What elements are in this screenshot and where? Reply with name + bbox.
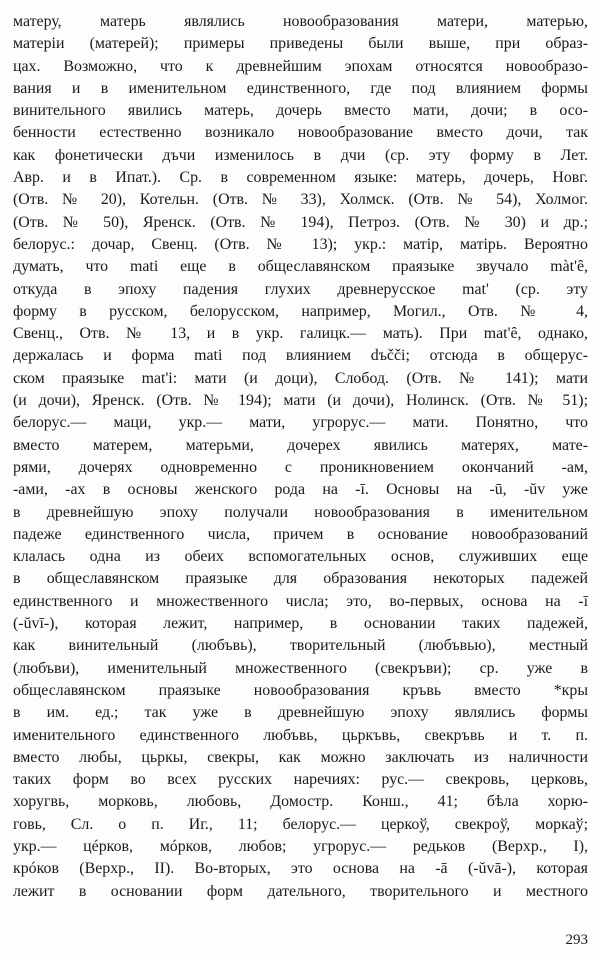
text-line: вместо любы, цьркы, свекры, как можно заключать из наличности xyxy=(13,748,588,766)
text-line: именительного единственного любъвь, цьркъвь, свекръвь и т. п. xyxy=(13,726,588,744)
text-line: как фонетически дъчи изменилось в дчи (ср. эту форму в Лет. xyxy=(13,146,588,164)
text-line: общеславянском праязыке новообразования кръвь вместо *кры xyxy=(13,681,588,699)
text-line: в общеславянском праязыке для образования некоторых падежей xyxy=(13,570,588,588)
text-line: (и дочи), Яренск. (Отв. № 194); мати (и дочи), Нолинск. (Отв. № 51); xyxy=(13,392,588,410)
text-line: белорус.— маци, укр.— мати, угрорус.— мати. Понятно, что xyxy=(13,414,588,432)
text-line: ском праязыке mat'i: мати (и доци), Слобод. (Отв. № 141); мати xyxy=(13,369,588,387)
text-line: Авр. и в Ипат.). Ср. в современном языке: матерь, дочерь, Новг. xyxy=(13,169,588,187)
text-line: бенности естественно возникало новообразование вместо дочи, так xyxy=(13,124,588,142)
text-line: белорус.: дочар, Свенц. (Отв. № 13); укр.: матiр, матiрь. Вероятно xyxy=(13,235,588,253)
text-line: держалась и форма mati под влиянием dъčči; отсюда в общерус- xyxy=(13,347,588,365)
text-line: -ами, -ах в основы женского рода на -ī. Основы на -ū, -ŭv уже xyxy=(13,481,588,499)
text-line: говь, Сл. о п. Иг., 11; белорус.— церкоў, свекроў, моркаў; xyxy=(13,815,588,833)
text-line: (Отв. № 50), Яренск. (Отв. № 194), Петроз. (Отв. № 30) и др.; xyxy=(13,213,588,231)
text-line: (Отв. № 20), Котельн. (Отв. № 33), Холмск. (Отв. № 54), Холмог. xyxy=(13,191,588,209)
text-line: Свенц., Отв. № 13, и в укр. галицк.— мать). При mat'ȇ, однако, xyxy=(13,325,588,343)
text-line: (-ŭvī-), которая лежит, например, в основании таких падежей, xyxy=(13,615,588,633)
text-line: падеже единственного числа, причем в основание новообразований xyxy=(13,525,588,543)
text-line: матерiи (матерей); примеры приведены были выше, при образ- xyxy=(13,35,588,53)
text-line: хоругвь, морковь, любовь, Домостр. Конш., 41; бѣла хорю- xyxy=(13,793,588,811)
text-line: в им. ед.; так уже в древнейшую эпоху являлись формы xyxy=(13,704,588,722)
text-line: клалась одна из обеих вспомогательных основ, служивших еще xyxy=(13,548,588,566)
text-line: единственного и множественного числа; это, во-первых, основа на -ī xyxy=(13,592,588,610)
page-number: 293 xyxy=(565,932,588,948)
text-line: в древнейшую эпоху получали новообразования в именительном xyxy=(13,503,588,521)
text-line: (любъви), именительный множественного (свекръви); ср. уже в xyxy=(13,659,588,677)
text-line: как винительный (любъвь), творительный (любъвью), местный xyxy=(13,637,588,655)
page-body-text xyxy=(13,11,588,903)
text-line: вания и в именительном единственного, где под влиянием формы xyxy=(13,79,588,97)
text-line: цах. Возможно, что к древнейшим эпохам относятся новообразо- xyxy=(13,57,588,75)
text-line: таких форм во всех русских наречиях: рус.— свекровь, церковь, xyxy=(13,771,588,789)
text-line: винительного явились матерь, дочерь вместо мати, дочи; в осо- xyxy=(13,102,588,120)
text-line: думать, что mati еще в общеславянском праязыке звучало màt'ȇ, xyxy=(13,258,588,276)
text-line: вместо матерем, матерьми, дочерех явились матерях, мате- xyxy=(13,436,588,454)
text-line: рями, дочерях одновременно с проникновением окончаний -ам, xyxy=(13,458,588,476)
text-line: укр.— цéрков, мóрков, любов; угрорус.— редьков (Верхр., I), xyxy=(13,837,588,855)
text-line: матеру, матерь являлись новообразования матери, матерью, xyxy=(13,13,588,30)
text-line: крóков (Верхр., II). Во-вторых, это основа на -ā (-ŭvā-), которая xyxy=(13,860,588,878)
text-line: лежит в основании форм дательного, творительного и местного xyxy=(13,882,588,900)
text-line: форму в русском, белорусском, например, Могил., Отв. № 4, xyxy=(13,302,588,320)
text-line: откуда в эпоху падения глухих древнерусское mat' (ср. эту xyxy=(13,280,588,298)
